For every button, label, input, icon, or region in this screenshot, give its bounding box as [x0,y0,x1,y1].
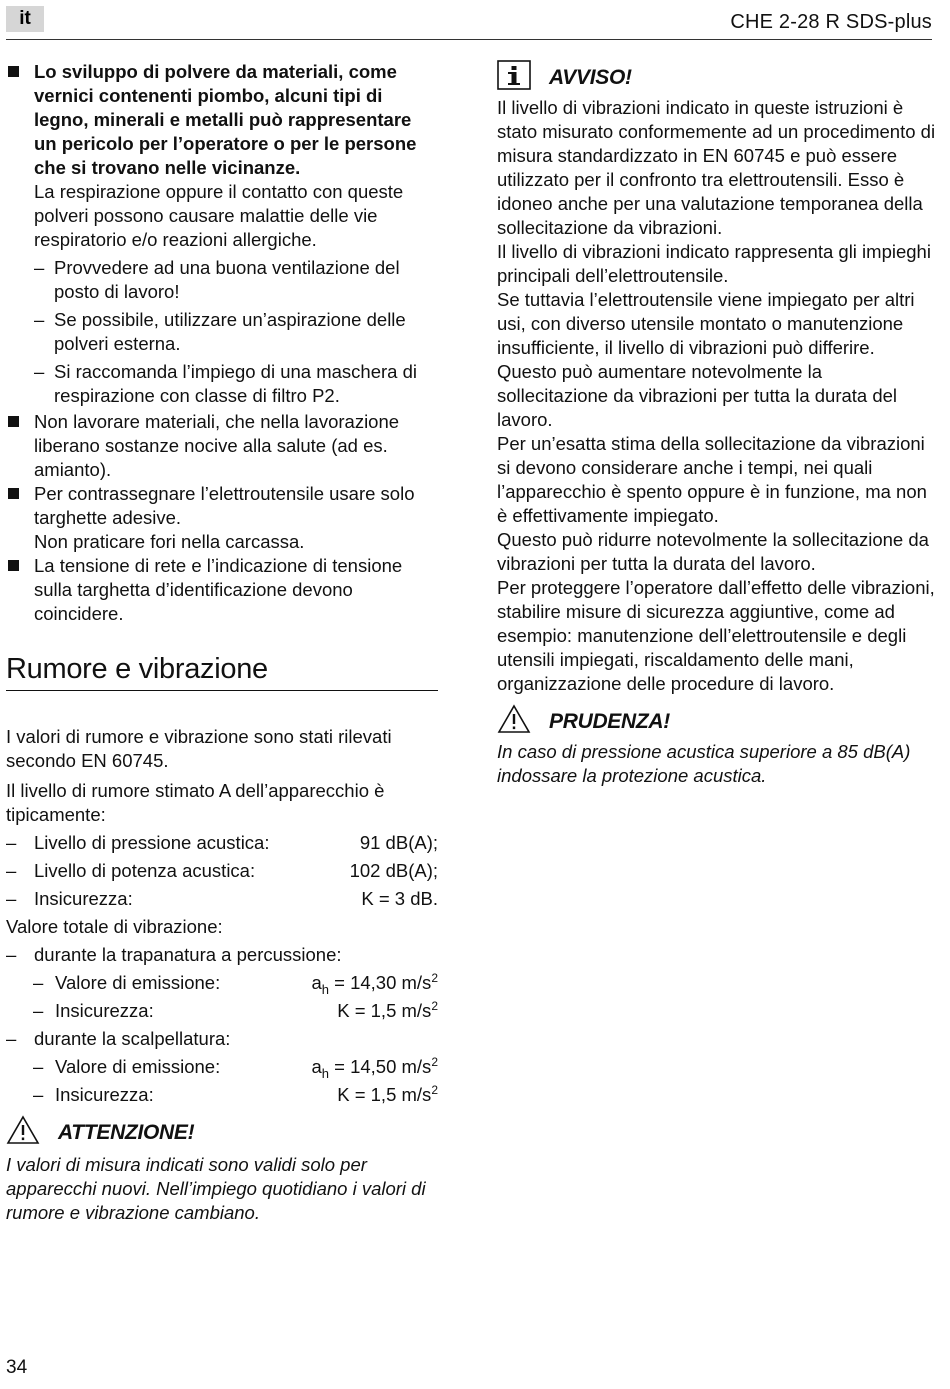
vibration-group-text: durante la trapanatura a percussione: [34,944,342,965]
safety-bullet-labels [6,482,438,554]
dash-marker: – [33,1000,44,1021]
noise-spec-row [6,859,438,883]
dust-health-text: La respirazione oppure il contatto con queste polveri possono causare malattie delle vie respiratorio e/o reazioni allergiche. [34,181,404,250]
dash-item-text: Se possibile, utilizzare un’aspirazione delle polveri esterna. [54,309,406,354]
bullet-square-icon [8,488,19,499]
bullet-text: Non lavorare materiali, che nella lavorazione liberano sostanze nocive alla salute (ad es. amianto). [34,411,400,480]
dash-marker: – [33,1056,44,1077]
dash-marker: – [33,1084,44,1105]
bullet-text: La tensione di rete e l’indicazione di tensione sulla targhetta d’identificazione devono coincidere. [34,555,403,624]
noise-intro-text: I valori di rumore e vibrazione sono stati rilevati secondo EN 60745. [6,726,392,771]
bullet-square-icon [8,66,19,77]
vibration-uncertainty-row [6,999,438,1023]
spec-value: K = 1,5 $m/s^2$ [337,1083,438,1105]
bullet-text: Non praticare fori nella carcassa. [34,531,305,552]
notice-paragraph: Per un’esatta stima della sollecitazione da vibrazioni si devono considerare anche i tempi, nei quali l’apparecchio è spento oppure è in funzione, ma non è effettivamente impiegato. [497,433,927,526]
warning-triangle-icon [497,704,531,740]
spec-label: Valore di emissione: [55,1056,221,1077]
dash-marker: – [34,361,45,382]
vibration-emission-row [6,971,438,995]
section-heading: Rumore e vibrazione [6,652,438,691]
safety-bullet-dust [6,60,438,252]
page-number: 34 [6,1357,28,1378]
spec-label: Insicurezza: [55,1084,154,1105]
bullet-square-icon [8,560,19,571]
notice-paragraph: Se tuttavia l’elettroutensile viene impiegato per altri usi, con diverso utensile montato o manutenzione insufficiente, il livello di vibrazioni può differire. Questo può aumentare notevolmente la sollecitazione da vibrazioni per tutta la durata del lavoro. [497,289,915,430]
noise-spec-row [6,831,438,855]
notice-paragraph: Il livello di vibrazioni indicato in queste istruzioni è stato misurato conformemente ad un procedimento di misura standardizzato in EN 60745 e può essere utilizzato per il confronto tra elettroutensili. Esso è idoneo anche per una valutazione temporanea della sollecitazione da vibrazioni. [497,97,936,238]
dash-marker: – [6,944,17,965]
dash-marker: – [34,309,45,330]
spec-label: Livello di pressione acustica: [34,832,270,853]
vibration-group-label [6,943,438,967]
notice-paragraph: Questo può ridurre notevolmente la sollecitazione da vibrazioni per tutta la durata del lavoro. [497,529,929,574]
attention-title: ATTENZIONE! [58,1121,195,1144]
spec-value: K = 1,5 $m/s^2$ [337,999,438,1021]
spec-value: 102 dB(A); [349,860,438,881]
caution-text: In caso di pressione acustica superiore a 85 dB(A) indossare la protezione acustica. [497,741,911,786]
right-column [497,60,937,788]
safety-bullet-voltage [6,554,438,626]
vibration-group-text: durante la scalpellatura: [34,1028,231,1049]
info-icon [497,60,531,96]
dash-item-text: Si raccomanda l’impiego di una maschera di respirazione con classe di filtro P2. [54,361,417,406]
spec-label: Livello di potenza acustica: [34,860,256,881]
dash-marker: – [6,832,17,853]
warning-triangle-icon [6,1115,40,1151]
vibration-emission-row [6,1055,438,1079]
safety-bullet-materials [6,410,438,482]
language-tag: it [6,6,44,32]
dash-marker: – [34,257,45,278]
vibration-uncertainty-row [6,1083,438,1107]
vibration-group-label [6,1027,438,1051]
spec-value: $a_h = 14,50$ $m/s^2$ [311,1055,438,1081]
dust-hazard-warning: Lo sviluppo di polvere da materiali, come vernici contenenti piombo, alcuni tipi di legno, minerali e metalli può rappresentare un pericolo per l’operatore o per le persone che si trovano nelle vicinanze. [34,61,417,178]
notice-title: AVVISO! [549,66,632,89]
attention-header [6,1115,438,1151]
header-divider [6,39,932,40]
attention-text: I valori di misura indicati sono validi solo per apparecchi nuovi. Nell’impiego quotidiano i valori di rumore e vibrazione cambiano. [6,1154,426,1223]
dash-marker: – [6,888,17,909]
noise-spec-row [6,887,438,911]
bullet-square-icon [8,416,19,427]
caution-title: PRUDENZA! [549,710,670,733]
spec-label: Insicurezza: [55,1000,154,1021]
dash-marker: – [33,972,44,993]
spec-value: $a_h = 14,30$ $m/s^2$ [311,971,438,997]
dash-item [6,360,438,408]
left-column [6,60,438,1225]
spec-label: Insicurezza: [34,888,133,909]
dash-item [6,308,438,356]
vibration-total-label: Valore totale di vibrazione: [6,916,223,937]
notice-paragraph: Il livello di vibrazioni indicato rappresenta gli impieghi principali dell’elettroutensile. [497,241,931,286]
spec-value: K = 3 dB. [361,888,438,909]
dash-marker: – [6,1028,17,1049]
spec-value: 91 dB(A); [359,832,438,853]
document-title: CHE 2-28 R SDS-plus [730,11,932,33]
noise-level-intro: Il livello di rumore stimato A dell’apparecchio è tipicamente: [6,780,385,825]
bullet-text: Per contrassegnare l’elettroutensile usare solo targhette adesive. [34,483,415,528]
spec-label: Valore di emissione: [55,972,221,993]
dash-item-text: Provvedere ad una buona ventilazione del posto di lavoro! [54,257,400,302]
notice-paragraph: Per proteggere l’operatore dall’effetto delle vibrazioni, stabilire misure di sicurezza aggiuntive, come ad esempio: manutenzione dell’elettroutensile e degli utensili impiegati, riscaldamento delle mani, organizzazione delle procedure di lavoro. [497,577,935,694]
dash-marker: – [6,860,17,881]
caution-header [497,704,937,740]
notice-header [497,60,937,96]
dash-item [6,256,438,304]
